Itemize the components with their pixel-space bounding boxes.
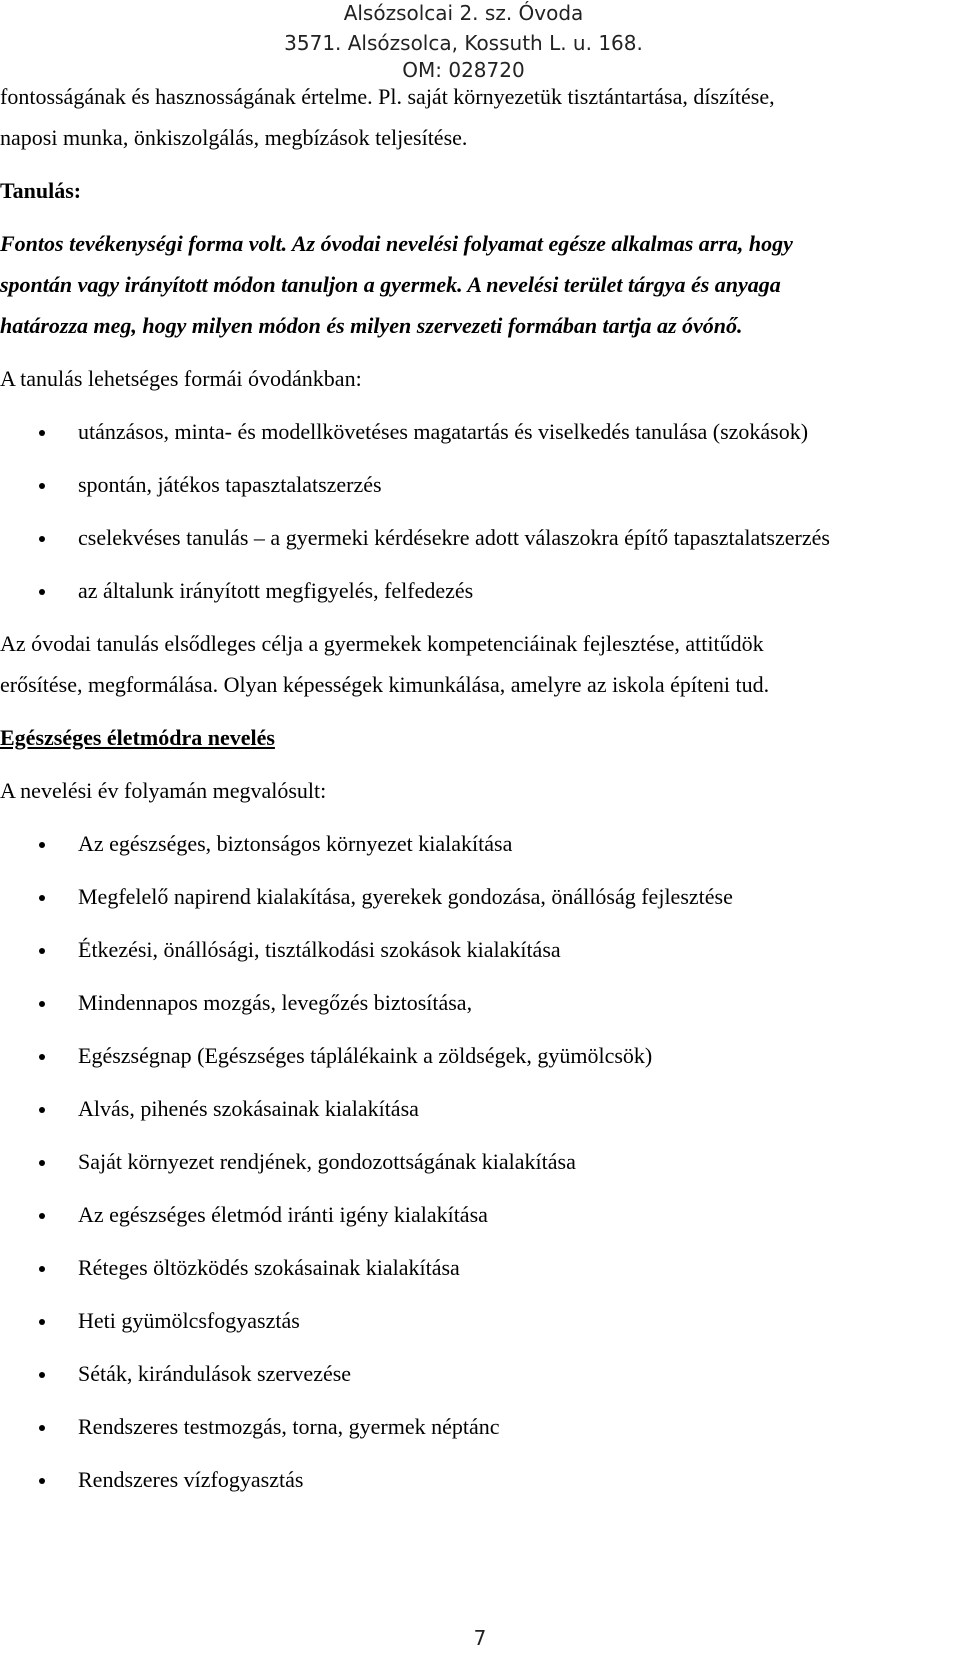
bullet-icon: [39, 1054, 45, 1060]
list-item-text: Rendszeres vízfogyasztás: [78, 1467, 304, 1492]
bullet-icon: [39, 1266, 45, 1272]
bullet-icon: [39, 1425, 45, 1431]
bullet-icon: [39, 1107, 45, 1113]
section-heading-tanulas: Tanulás:: [0, 178, 82, 203]
list-item-text: Egészségnap (Egészséges táplálékaink a zöldségek, gyümölcsök): [78, 1043, 653, 1068]
bullet-icon: [39, 1372, 45, 1378]
bullet-icon: [39, 1213, 45, 1219]
intro-text-line: fontosságának és hasznosságának értelme. Pl. saját környezetük tisztántartása, díszítése,: [0, 84, 775, 109]
tanulas-emphasis-line: spontán vagy irányított módon tanuljon a gyermek. A nevelési terület tárgya és anyaga: [0, 272, 781, 297]
list-item-text: Megfelelő napirend kialakítása, gyerekek gondozása, önállóság fejlesztése: [78, 884, 733, 909]
tanulas-emphasis-line: határozza meg, hogy milyen módon és milyen szervezeti formában tartja az óvónő.: [0, 313, 743, 338]
bullet-icon: [39, 1319, 45, 1325]
forms-intro-text: A tanulás lehetséges formái óvodánkban:: [0, 366, 362, 391]
list-item-text: Az egészséges életmód iránti igény kialakítása: [78, 1202, 488, 1227]
bullet-icon: [39, 483, 45, 489]
health-intro-text: A nevelési év folyamán megvalósult:: [0, 778, 327, 803]
bullet-icon: [39, 842, 45, 848]
list-item-text: Rendszeres testmozgás, torna, gyermek néptánc: [78, 1414, 500, 1439]
header-om-id: OM: 028720: [402, 58, 525, 82]
list-item-text: Mindennapos mozgás, levegőzés biztosítása,: [78, 990, 473, 1015]
intro-text-line: naposi munka, önkiszolgálás, megbízások teljesítése.: [0, 125, 468, 150]
list-item-text: Heti gyümölcsfogyasztás: [78, 1308, 300, 1333]
bullet-icon: [39, 430, 45, 436]
bullet-icon: [39, 589, 45, 595]
list-item-text: Réteges öltözködés szokásainak kialakítása: [78, 1255, 460, 1280]
list-item-text: Séták, kirándulások szervezése: [78, 1361, 352, 1386]
bullet-icon: [39, 1478, 45, 1484]
goal-text-line: erősítése, megformálása. Olyan képességek kimunkálása, amelyre az iskola építeni tud.: [0, 672, 770, 697]
section-heading-health: Egészséges életmódra nevelés: [0, 725, 275, 750]
list-item-text: utánzásos, minta- és modellkövetéses magatartás és viselkedés tanulása (szokások): [78, 419, 809, 444]
header-address: 3571. Alsózsolca, Kossuth L. u. 168.: [284, 31, 643, 55]
tanulas-emphasis-line: Fontos tevékenységi forma volt. Az óvodai nevelési folyamat egésze alkalmas arra, hogy: [0, 231, 793, 256]
bullet-icon: [39, 1001, 45, 1007]
goal-text-line: Az óvodai tanulás elsődleges célja a gyermekek kompetenciáinak fejlesztése, attitűdök: [0, 631, 764, 656]
header-institution-name: Alsózsolcai 2. sz. Óvoda: [343, 1, 584, 25]
bullet-icon: [39, 1160, 45, 1166]
bullet-icon: [39, 948, 45, 954]
list-item-text: az általunk irányított megfigyelés, felfedezés: [78, 578, 474, 603]
list-item-text: Saját környezet rendjének, gondozottságának kialakítása: [78, 1149, 576, 1174]
list-item-text: cselekvéses tanulás – a gyermeki kérdésekre adott válaszokra építő tapasztalatszerzés: [78, 525, 830, 550]
list-item-text: spontán, játékos tapasztalatszerzés: [78, 472, 382, 497]
page-number: 7: [473, 1626, 487, 1650]
list-item-text: Alvás, pihenés szokásainak kialakítása: [78, 1096, 419, 1121]
list-item-text: Az egészséges, biztonságos környezet kialakítása: [78, 831, 513, 856]
bullet-icon: [39, 895, 45, 901]
list-item-text: Étkezési, önállósági, tisztálkodási szokások kialakítása: [78, 937, 561, 962]
bullet-icon: [39, 536, 45, 542]
